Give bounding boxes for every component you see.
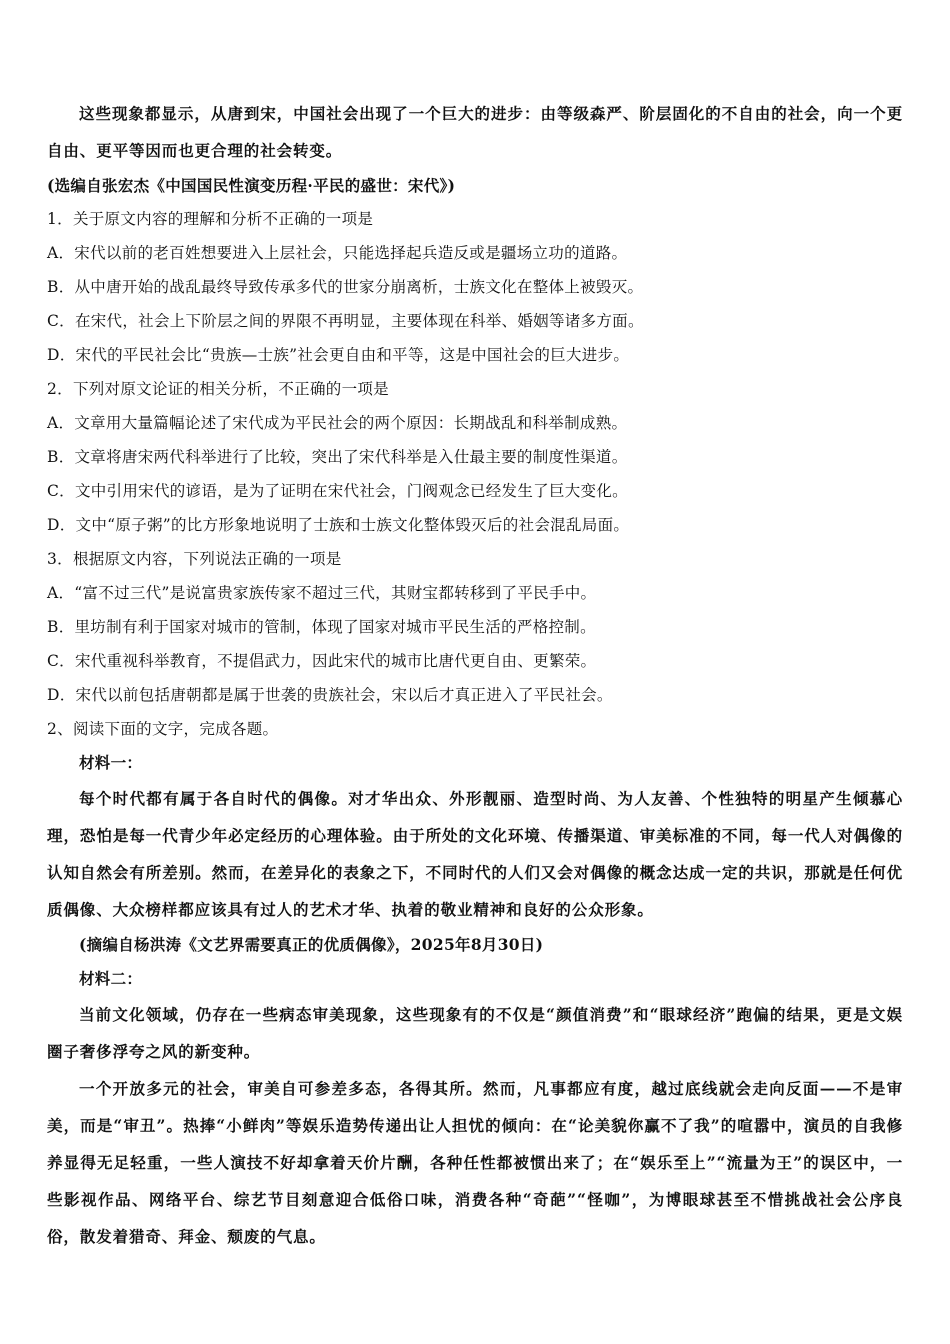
option-b: B．里坊制有利于国家对城市的管制，体现了国家对城市平民生活的严格控制。 (47, 618, 596, 636)
document-page (47, 95, 903, 1255)
material-1-paragraph: 每个时代都有属于各自时代的偶像。对才华出众、外形靓丽、造型时尚、为人友善、个性独特的明星产生倾慕心理，恐怕是每一代青少年必定经历的心理体验。由于所处的文化环境、传播渠道、审美标准的不同，每一代人对偶像的认知自然会有所差别。然而，在差异化的表象之下，不同时代的人们又会对偶像的概念达成一定的共识，那就是任何优质偶像、大众榜样都应该具有过人的艺术才华、执着的敬业精神和良好的公众形象。 (47, 789, 903, 919)
option-d: D．宋代以前包括唐朝都是属于世袭的贵族社会，宋以后才真正进入了平民社会。 (47, 686, 613, 704)
option-b: B．从中唐开始的战乱最终导致传承多代的世家分崩离析，士族文化在整体上被毁灭。 (47, 278, 644, 296)
question-2 (47, 372, 903, 542)
material-1-label: 材料一： (79, 753, 143, 772)
question-3 (47, 542, 903, 712)
option-c: C．在宋代，社会上下阶层之间的界限不再明显，主要体现在科举、婚姻等诸多方面。 (47, 312, 644, 330)
question-stem: 3．根据原文内容，下列说法正确的一项是 (47, 550, 342, 568)
passage-concluding-paragraph: 这些现象都显示，从唐到宋，中国社会出现了一个巨大的进步：由等级森严、阶层固化的不自由的社会，向一个更自由、更平等因而也更合理的社会转变。 (47, 104, 903, 160)
option-a: A．“富不过三代”是说富贵家族传家不超过三代，其财宝都转移到了平民手中。 (47, 584, 597, 602)
passage-source-citation: (选编自张宏杰《中国国民性演变历程·平民的盛世：宋代》) (47, 176, 456, 195)
option-b: B．文章将唐宋两代科举进行了比较，突出了宋代科举是入仕最主要的制度性渠道。 (47, 448, 628, 466)
option-d: D．文中“原子粥”的比方形象地说明了士族和士族文化整体毁灭后的社会混乱局面。 (47, 516, 630, 534)
option-a: A．宋代以前的老百姓想要进入上层社会，只能选择起兵造反或是疆场立功的道路。 (47, 244, 628, 262)
question-stem: 2．下列对原文论证的相关分析，不正确的一项是 (47, 380, 389, 398)
option-a: A．文章用大量篇幅论述了宋代成为平民社会的两个原因：长期战乱和科举制成熟。 (47, 414, 628, 432)
question-stem: 1．关于原文内容的理解和分析不正确的一项是 (47, 210, 374, 228)
material-1-source: (摘编自杨洪涛《文艺界需要真正的优质偶像》，2025年8月30日) (79, 935, 544, 954)
material-2-label: 材料二： (79, 969, 143, 988)
option-d: D．宋代的平民社会比“贵族—士族”社会更自由和平等，这是中国社会的巨大进步。 (47, 346, 630, 364)
question-1 (47, 202, 903, 372)
material-2-paragraph-2: 一个开放多元的社会，审美自可参差多态，各得其所。然而，凡事都应有度，越过底线就会走向反面——不是审美，而是“审丑”。热捧“小鲜肉”等娱乐造势传递出让人担忧的倾向：在“论美貌你赢不了我”的喧嚣中，演员的自我修养显得无足轻重，一些人演技不好却拿着天价片酬，各种任性都被惯出来了；在“娱乐至上”“流量为王”的误区中，一些影视作品、网络平台、综艺节目刻意迎合低俗口味，消费各种“奇葩”“怪咖”，为博眼球甚至不惜挑战社会公序良俗，散发着猎奇、拜金、颓废的气息。 (47, 1079, 903, 1246)
section-2-heading: 2、阅读下面的文字，完成各题。 (47, 720, 279, 738)
option-c: C．宋代重视科举教育，不提倡武力，因此宋代的城市比唐代更自由、更繁荣。 (47, 652, 597, 670)
option-c: C．文中引用宋代的谚语，是为了证明在宋代社会，门阀观念已经发生了巨大变化。 (47, 482, 628, 500)
material-2-paragraph-1: 当前文化领域，仍存在一些病态审美现象，这些现象有的不仅是“颜值消费”和“眼球经济”跑偏的结果，更是文娱圈子奢侈浮夸之风的新变种。 (47, 1005, 903, 1061)
